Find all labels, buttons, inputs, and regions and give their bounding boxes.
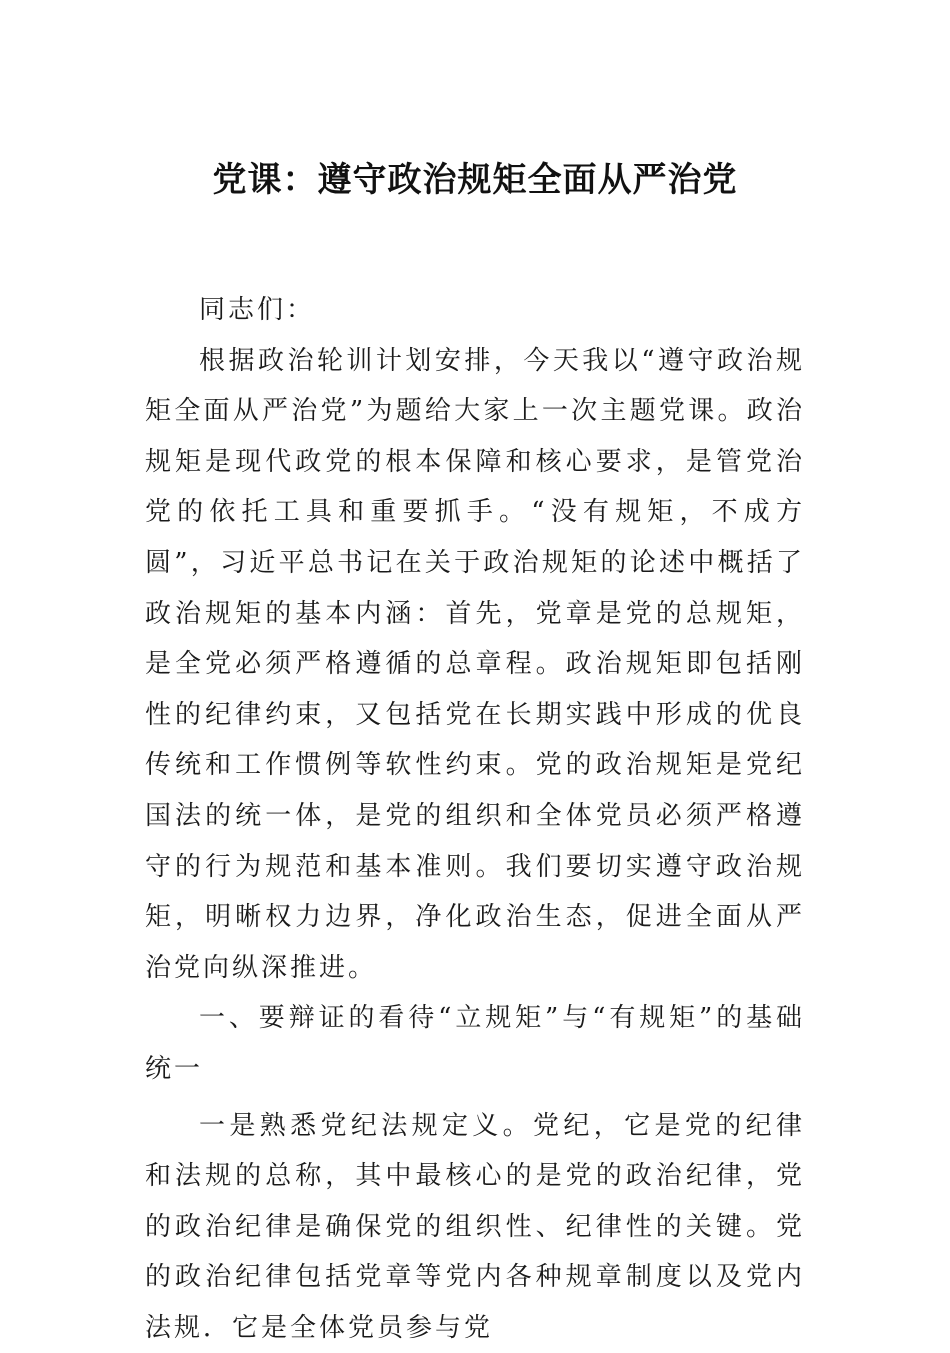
document-body xyxy=(145,285,805,1353)
section-heading-1: 一、要辩证的看待“立规矩”与“有规矩”的基础统一 xyxy=(145,993,805,1094)
section-1-paragraph: 一是熟悉党纪法规定义。党纪，它是党的纪律和法规的总称，其中最核心的是党的政治纪律，党的政治纪律是确保党的组织性、纪律性的关键。党的政治纪律包括党章等党内各种规章制度以及党内法规．它是全体党员参与党 xyxy=(145,1101,805,1353)
salutation-paragraph: 同志们： xyxy=(145,285,805,336)
intro-paragraph: 根据政治轮训计划安排，今天我以“遵守政治规矩全面从严治党”为题给大家上一次主题党课。政治规矩是现代政党的根本保障和核心要求，是管党治党的依托工具和重要抓手。“没有规矩，不成方圆”，习近平总书记在关于政治规矩的论述中概括了政治规矩的基本内涵：首先，党章是党的总规矩，是全党必须严格遵循的总章程。政治规矩即包括刚性的纪律约束，又包括党在长期实践中形成的优良传统和工作惯例等软性约束。党的政治规矩是党纪国法的统一体，是党的组织和全体党员必须严格遵守的行为规范和基本准则。我们要切实遵守政治规矩，明晰权力边界，净化政治生态，促进全面从严治党向纵深推进。 xyxy=(145,336,805,994)
document-title: 党课：遵守政治规矩全面从严治党 xyxy=(145,150,805,210)
